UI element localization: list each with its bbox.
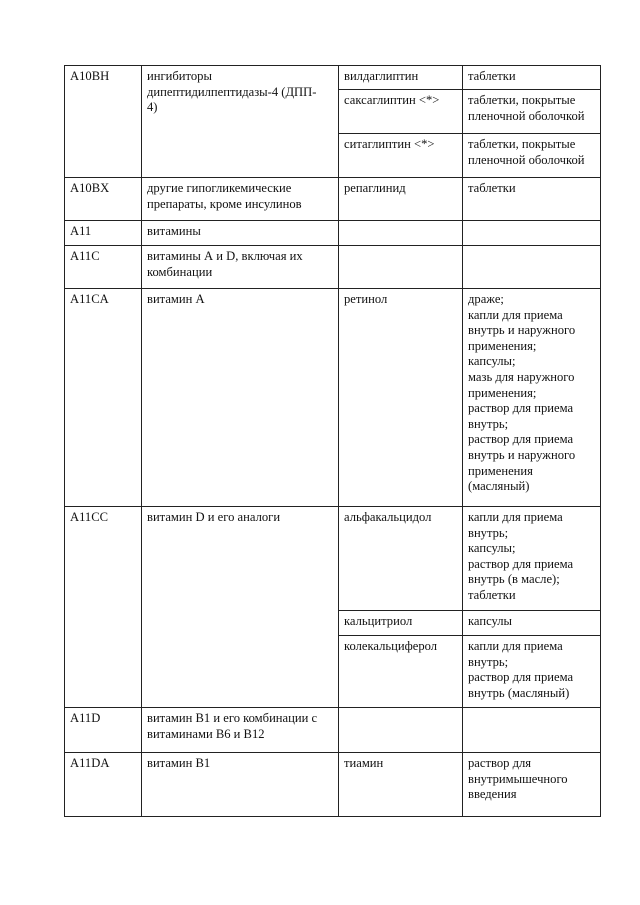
table-row (65, 289, 601, 507)
dosage-form-cell: таблетки (463, 66, 601, 90)
dosage-form-cell: таблетки (463, 178, 601, 221)
table-row (65, 507, 601, 611)
drug-name-cell: саксаглиптин <*> (339, 90, 463, 134)
drug-name-cell: кальцитриол (339, 611, 463, 636)
dosage-form-cell: капли для приема внутрь; капсулы; раствор для приема внутрь (в масле); таблетки (463, 507, 601, 611)
group-name-cell: витамины (142, 221, 339, 246)
atc-code-cell: A10BX (65, 178, 142, 221)
drug-name-cell: колекальциферол (339, 636, 463, 708)
drug-name-cell: тиамин (339, 753, 463, 817)
drug-name-cell (339, 246, 463, 289)
drug-name-cell (339, 708, 463, 753)
group-name-cell: витамин А (142, 289, 339, 507)
drug-name-cell (339, 221, 463, 246)
atc-code-cell: A11D (65, 708, 142, 753)
drug-name-cell: альфакальцидол (339, 507, 463, 611)
table-row (65, 708, 601, 753)
atc-code-cell: A11 (65, 221, 142, 246)
table-row (65, 221, 601, 246)
table-row (65, 246, 601, 289)
drug-classification-table (64, 65, 601, 817)
group-name-cell: другие гипогликемические препараты, кроме инсулинов (142, 178, 339, 221)
dosage-form-cell: капли для приема внутрь; раствор для приема внутрь (масляный) (463, 636, 601, 708)
atc-code-cell: A10BH (65, 66, 142, 178)
group-name-cell: ингибиторы дипептидилпептидазы-4 (ДПП- 4) (142, 66, 339, 178)
atc-code-cell: A11CC (65, 507, 142, 708)
dosage-form-cell: таблетки, покрытые пленочной оболочкой (463, 134, 601, 178)
group-name-cell: витамин B1 и его комбинации с витаминами B6 и B12 (142, 708, 339, 753)
atc-code-cell: A11CA (65, 289, 142, 507)
group-name-cell: витамин B1 (142, 753, 339, 817)
drug-name-cell: репаглинид (339, 178, 463, 221)
drug-name-cell: ситаглиптин <*> (339, 134, 463, 178)
dosage-form-cell: раствор для внутримышечного введения (463, 753, 601, 817)
table-row (65, 66, 601, 90)
atc-code-cell: A11C (65, 246, 142, 289)
drug-name-cell: ретинол (339, 289, 463, 507)
dosage-form-cell (463, 221, 601, 246)
dosage-form-cell (463, 708, 601, 753)
table-row (65, 178, 601, 221)
dosage-form-cell: драже; капли для приема внутрь и наружного применения; капсулы; мазь для наружного применения; раствор для приема внутрь; раствор для приема внутрь и наружного применения (масляный) (463, 289, 601, 507)
table-row (65, 753, 601, 817)
dosage-form-cell: таблетки, покрытые пленочной оболочкой (463, 90, 601, 134)
dosage-form-cell (463, 246, 601, 289)
atc-code-cell: A11DA (65, 753, 142, 817)
dosage-form-cell: капсулы (463, 611, 601, 636)
group-name-cell: витамины А и D, включая их комбинации (142, 246, 339, 289)
drug-name-cell: вилдаглиптин (339, 66, 463, 90)
group-name-cell: витамин D и его аналоги (142, 507, 339, 708)
